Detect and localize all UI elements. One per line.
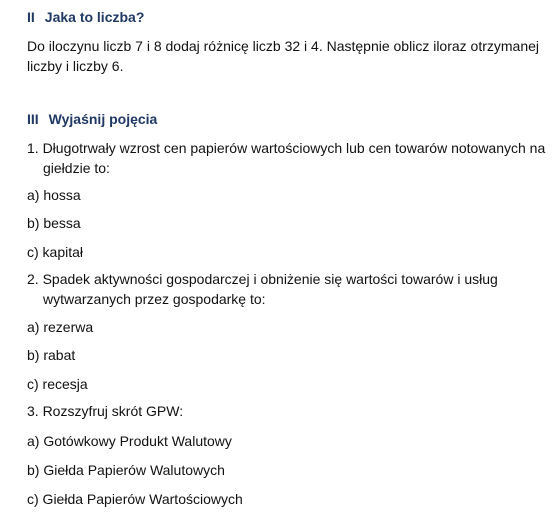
question-3 (27, 401, 183, 421)
question-2-option-c: c) recesja (27, 376, 88, 392)
question-1-option-c: c) kapitał (27, 244, 84, 260)
question-1-line-2: giełdzie to: (43, 160, 110, 176)
question-3-option-b: b) Giełda Papierów Walutowych (27, 462, 225, 478)
question-3-option-c: c) Giełda Papierów Wartościowych (27, 491, 243, 507)
section-3-title: Wyjaśnij pojęcia (48, 111, 158, 127)
section-2-number: II (27, 9, 35, 25)
section-2-text-line-2: liczby i liczby 6. (27, 58, 124, 74)
question-2-line-1: 2. Spadek aktywności gospodarczej i obniżenie się wartości towarów i usług (27, 271, 498, 287)
section-2-text-line-1: Do iloczynu liczb 7 i 8 dodaj różnicę liczb 32 i 4. Następnie oblicz iloraz otrzymanej (27, 38, 540, 54)
question-1-line-1: 1. Długotrwały wzrost cen papierów wartościowych lub cen towarów notowanych na (27, 140, 546, 156)
question-2-option-a: a) rezerwa (27, 319, 94, 335)
question-2-option-b: b) rabat (27, 347, 76, 363)
question-3-line-1: 3. Rozszyfruj skrót GPW: (27, 403, 184, 419)
section-3-heading (27, 110, 157, 128)
section-2-heading (27, 8, 144, 26)
question-3-option-a: a) Gotówkowy Produkt Walutowy (27, 433, 232, 449)
section-2-title: Jaka to liczba? (44, 9, 145, 25)
question-1-option-a: a) hossa (27, 187, 81, 203)
question-2-line-2: wytwarzanych przez gospodarkę to: (43, 291, 266, 307)
question-1-option-b: b) bessa (27, 215, 81, 231)
question-1 (27, 138, 545, 178)
question-2 (27, 269, 498, 309)
section-3-number: III (27, 111, 39, 127)
section-2-text (27, 36, 539, 76)
